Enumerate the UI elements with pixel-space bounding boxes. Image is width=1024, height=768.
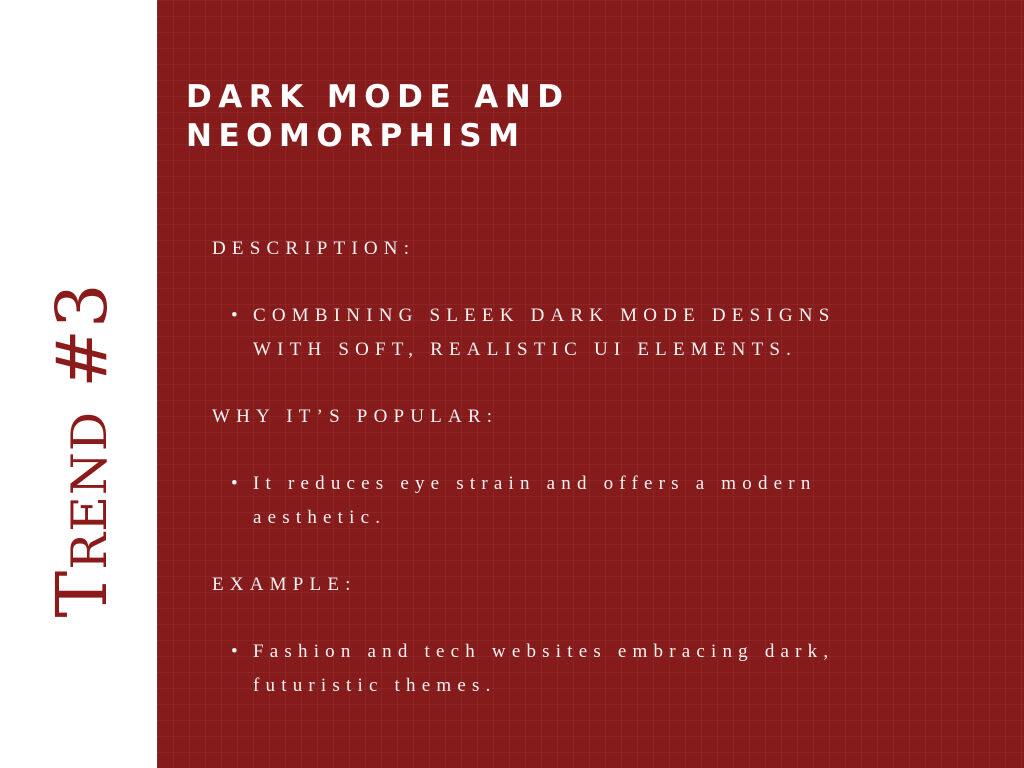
heading-line-1: DARK MODE AND bbox=[186, 79, 570, 115]
bullet-text-line: futuristic themes. bbox=[253, 675, 497, 696]
bullet-text-line: aesthetic. bbox=[253, 507, 387, 528]
bullet-dot: • bbox=[231, 305, 238, 326]
example-label: EXAMPLE: bbox=[212, 574, 357, 595]
content-body bbox=[212, 232, 972, 703]
description-list bbox=[212, 299, 972, 367]
bullet-text-line: COMBINING SLEEK DARK MODE DESIGNS bbox=[253, 305, 836, 326]
heading-line-2: NEOMORPHISM bbox=[186, 118, 526, 154]
trend-number-title: Trend #3 bbox=[41, 282, 123, 618]
example-list bbox=[212, 635, 972, 703]
slide-heading bbox=[186, 78, 746, 156]
why-popular-label: WHY IT’S POPULAR: bbox=[212, 406, 499, 427]
bullet-text-line: It reduces eye strain and offers a modern bbox=[253, 473, 817, 494]
description-bullet bbox=[212, 299, 972, 367]
bullet-dot: • bbox=[231, 641, 238, 662]
description-label: DESCRIPTION: bbox=[212, 238, 416, 259]
left-strip bbox=[0, 0, 157, 768]
bullet-text-line: Fashion and tech websites embracing dark, bbox=[253, 641, 835, 662]
bullet-text-line: WITH SOFT, REALISTIC UI ELEMENTS. bbox=[253, 339, 798, 360]
why-popular-bullet bbox=[212, 467, 972, 535]
why-popular-list bbox=[212, 467, 972, 535]
bullet-dot: • bbox=[231, 473, 238, 494]
example-bullet bbox=[212, 635, 972, 703]
